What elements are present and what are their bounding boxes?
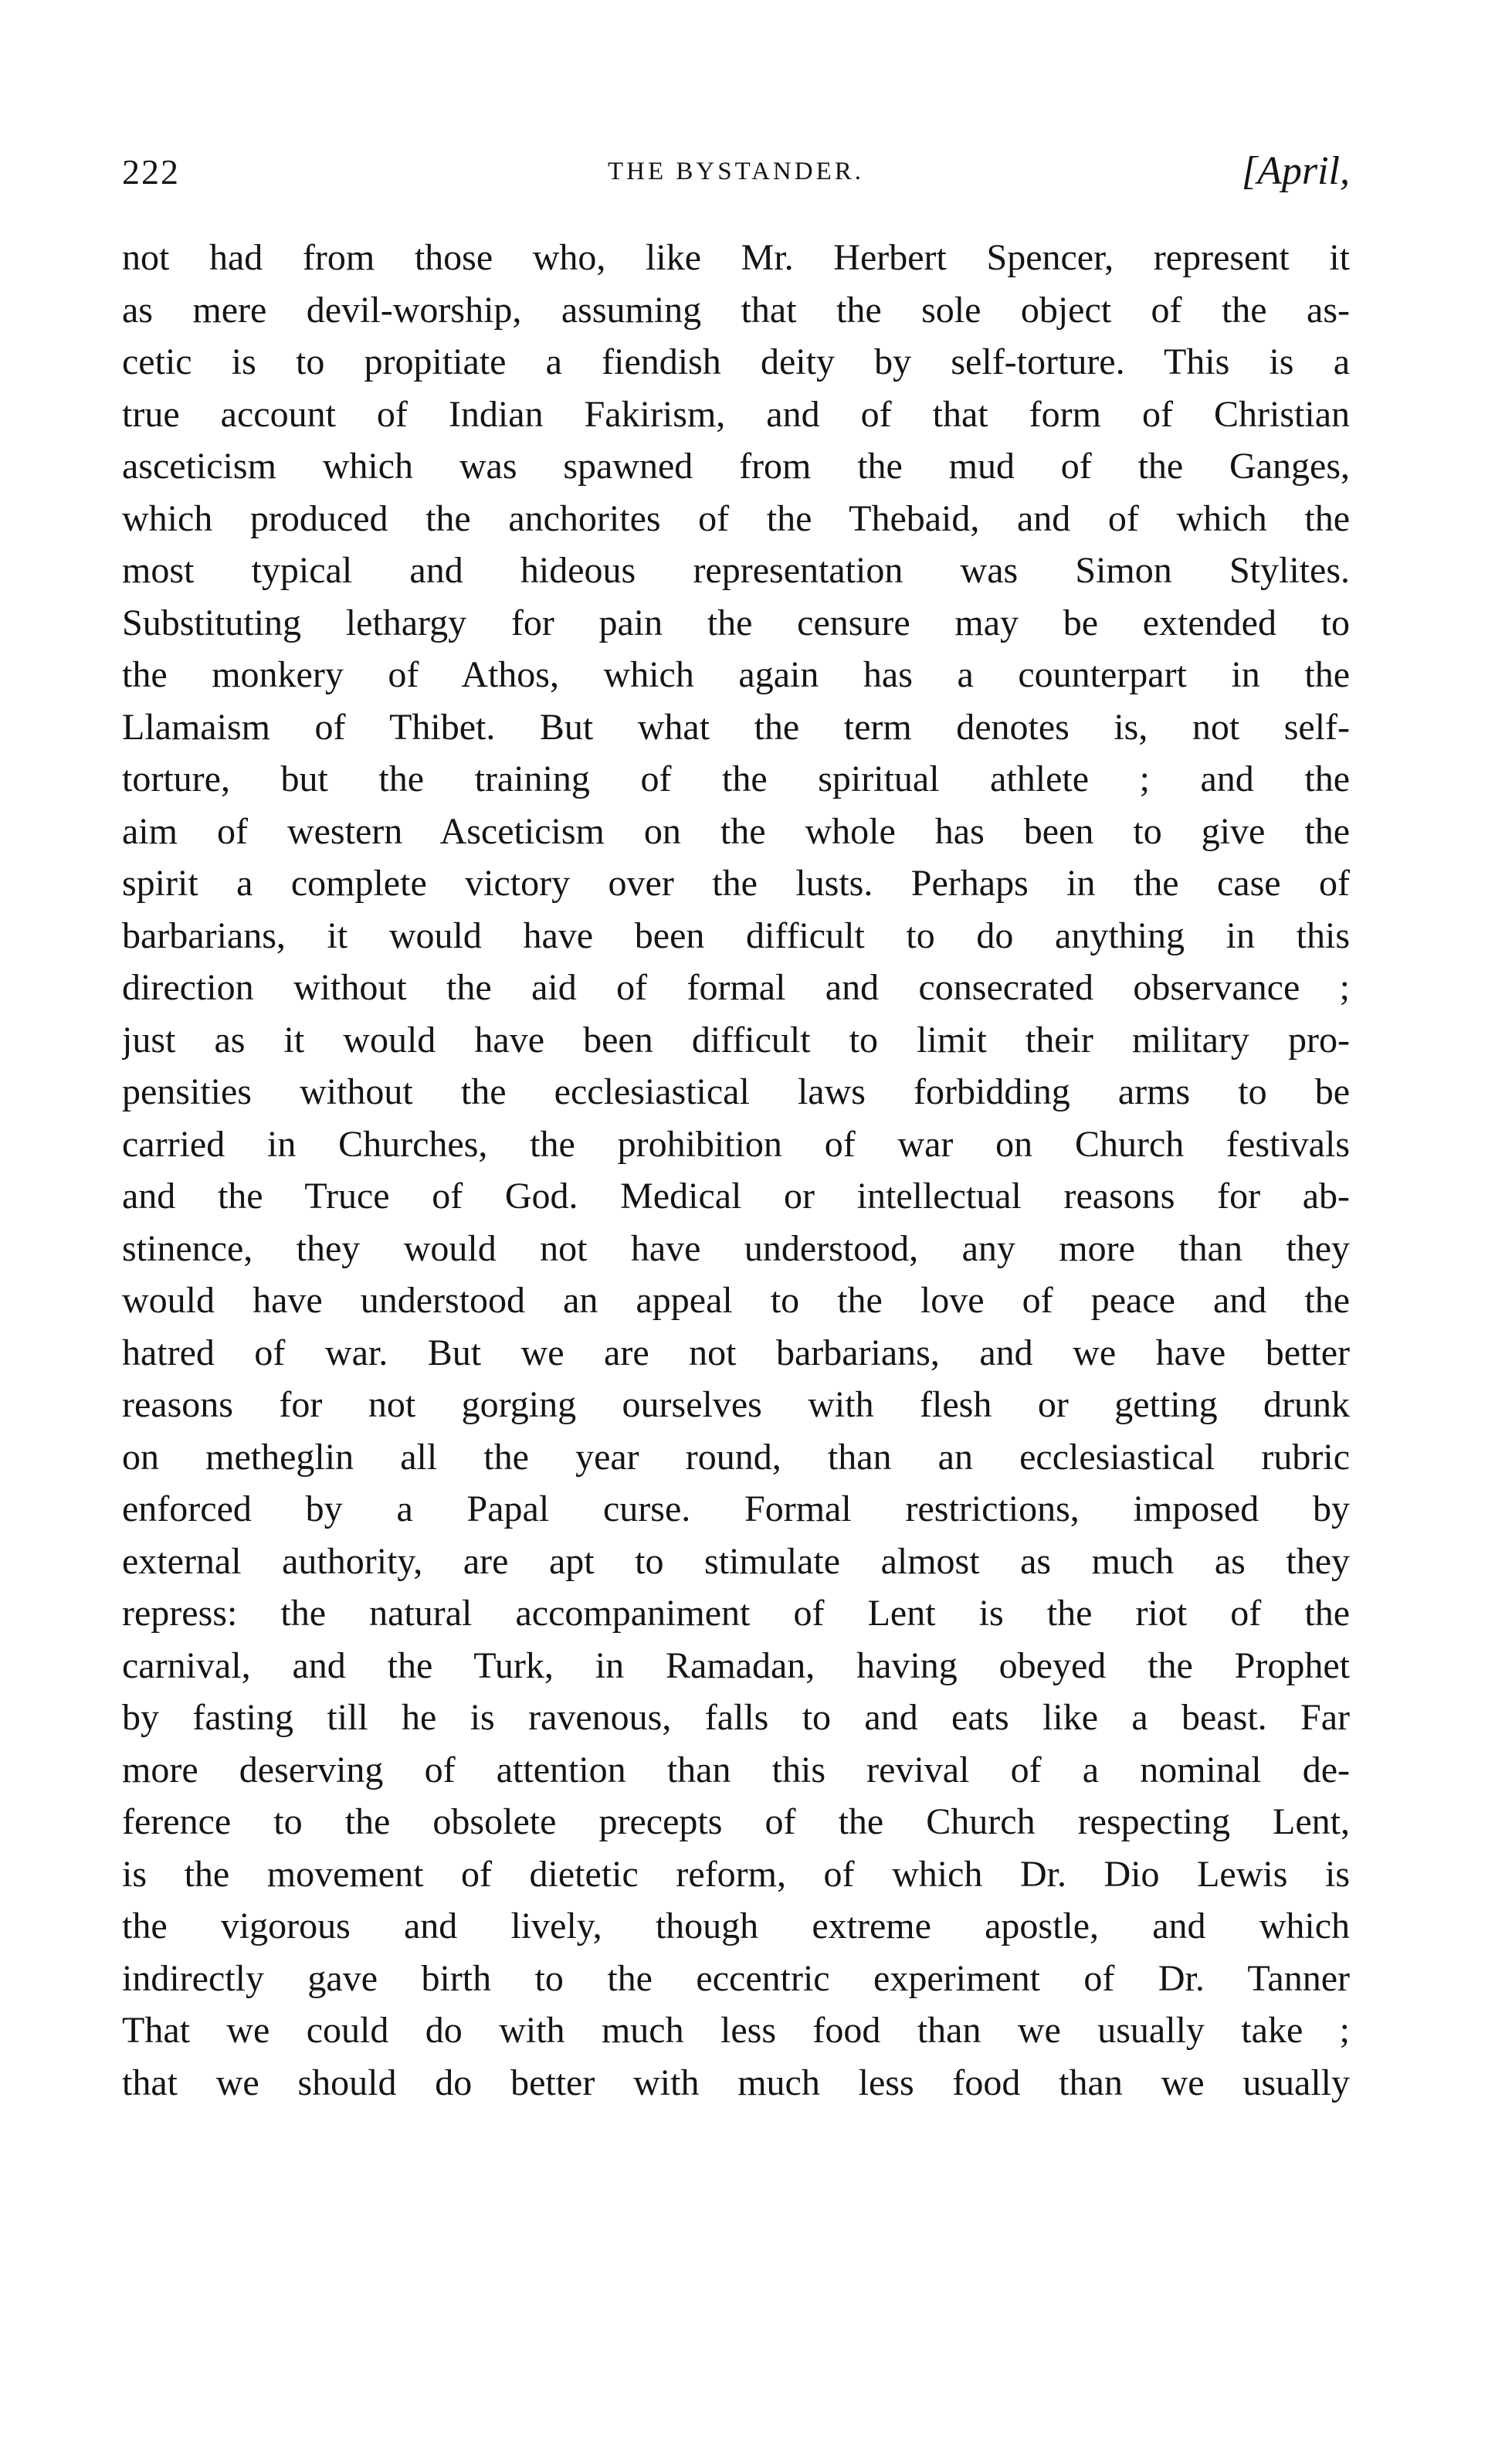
body-text bbox=[122, 232, 1350, 2109]
text-line: more deserving of attention than this revival of a nominal de- bbox=[122, 1749, 1350, 1790]
text-line: would have understood an appeal to the love of peace and the bbox=[122, 1280, 1350, 1321]
text-line: not had from those who, like Mr. Herbert Spencer, represent it bbox=[122, 237, 1350, 278]
page-number: 222 bbox=[122, 152, 180, 192]
running-title: THE BYSTANDER. bbox=[607, 158, 865, 185]
text-line: as mere devil-worship, assuming that the sole object of the as- bbox=[122, 289, 1350, 331]
text-line: is the movement of dietetic reform, of which Dr. Dio Lewis is bbox=[122, 1853, 1350, 1895]
text-line: external authority, are apt to stimulate almost as much as they bbox=[122, 1540, 1350, 1582]
text-line: carried in Churches, the prohibition of war on Church festivals bbox=[122, 1123, 1350, 1165]
text-line: Substituting lethargy for pain the censure may be extended to bbox=[122, 602, 1350, 643]
text-line: enforced by a Papal curse. Formal restrictions, imposed by bbox=[122, 1488, 1350, 1529]
text-line: cetic is to propitiate a fiendish deity by self-torture. This is a bbox=[122, 341, 1350, 382]
text-line: barbarians, it would have been difficult to do anything in this bbox=[122, 915, 1350, 956]
text-line: which produced the anchorites of the Thebaid, and of which the bbox=[122, 497, 1350, 539]
text-line: hatred of war. But we are not barbarians, and we have better bbox=[122, 1332, 1350, 1373]
running-month: [April, bbox=[1241, 149, 1350, 193]
text-line: the vigorous and lively, though extreme apostle, and which bbox=[122, 1906, 1350, 1946]
text-line: That we could do with much less food than we usually take ; bbox=[122, 2010, 1350, 2051]
text-line: on metheglin all the year round, than an ecclesiastical rubric bbox=[122, 1436, 1350, 1478]
text-line: and the Truce of God. Medical or intellectual reasons for ab- bbox=[122, 1176, 1350, 1217]
text-line: asceticism which was spawned from the mud of the Ganges, bbox=[122, 446, 1350, 487]
running-head bbox=[122, 151, 1350, 205]
text-line: true account of Indian Fakirism, and of that form of Christian bbox=[122, 393, 1350, 435]
text-line: reasons for not gorging ourselves with flesh or getting drunk bbox=[122, 1384, 1350, 1425]
text-line: stinence, they would not have understood, any more than they bbox=[122, 1227, 1350, 1269]
text-line: carnival, and the Turk, in Ramadan, having obeyed the Prophet bbox=[122, 1644, 1350, 1686]
text-line: the monkery of Athos, which again has a counterpart in the bbox=[122, 654, 1350, 695]
text-line: ference to the obsolete precepts of the Church respecting Lent, bbox=[122, 1801, 1350, 1842]
text-line: by fasting till he is ravenous, falls to and eats like a beast. Far bbox=[122, 1697, 1350, 1738]
text-line: torture, but the training of the spiritual athlete ; and the bbox=[122, 759, 1350, 799]
text-line: that we should do better with much less food than we usually bbox=[122, 2062, 1350, 2103]
text-line: pensities without the ecclesiastical laws forbidding arms to be bbox=[122, 1071, 1350, 1112]
text-line: Llamaism of Thibet. But what the term denotes is, not self- bbox=[122, 706, 1350, 748]
text-line: spirit a complete victory over the lusts. Perhaps in the case of bbox=[122, 863, 1350, 904]
text-line: repress: the natural accompaniment of Lent is the riot of the bbox=[122, 1593, 1350, 1634]
text-line: indirectly gave birth to the eccentric experiment of Dr. Tanner bbox=[122, 1957, 1350, 1999]
text-line: most typical and hideous representation was Simon Stylites. bbox=[122, 550, 1350, 591]
text-line: aim of western Asceticism on the whole has been to give the bbox=[122, 810, 1350, 852]
text-line: just as it would have been difficult to limit their military pro- bbox=[122, 1019, 1350, 1061]
text-line: direction without the aid of formal and consecrated observance ; bbox=[122, 967, 1350, 1008]
